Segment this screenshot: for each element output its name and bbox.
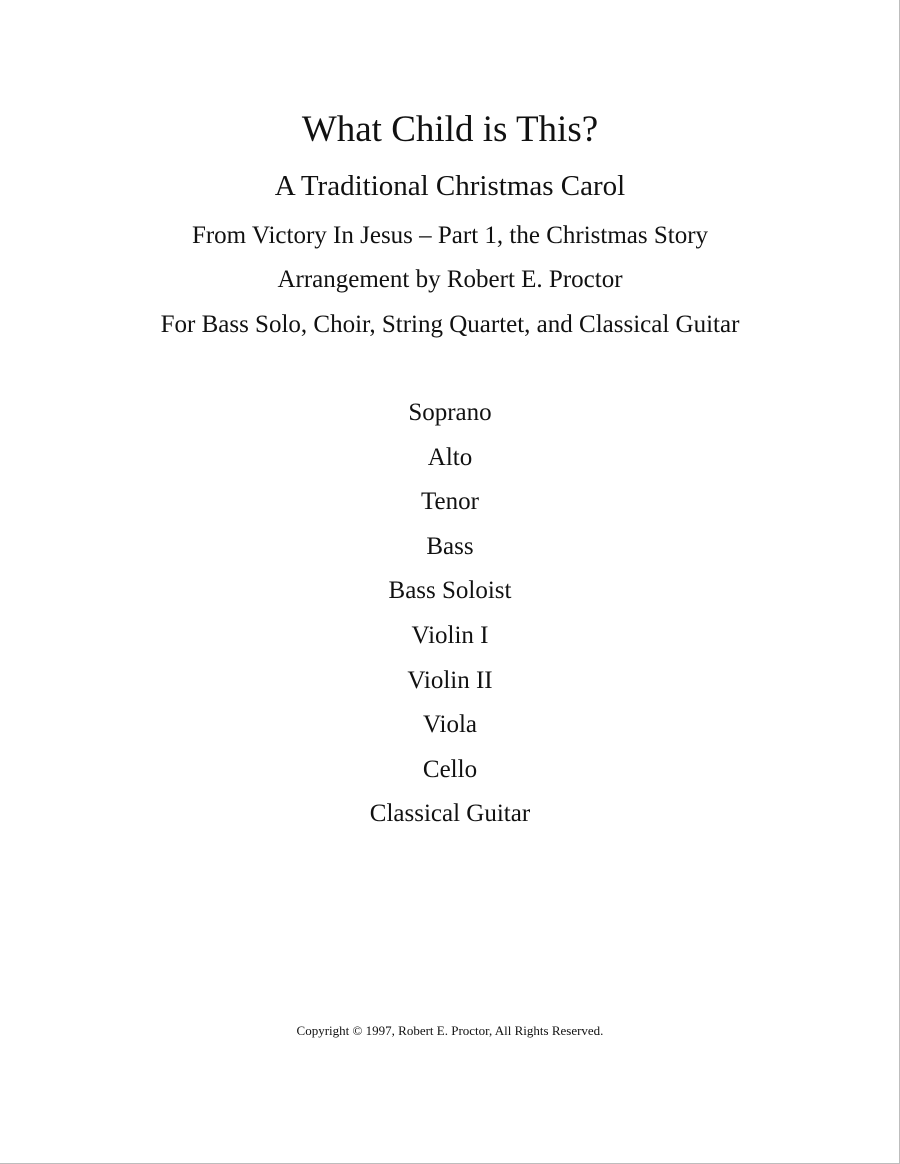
part-item-tenor: Tenor [421, 488, 479, 516]
parts-list [0, 395, 900, 841]
part-item-alto: Alto [427, 443, 473, 471]
page-subtitle: A Traditional Christmas Carol [274, 170, 626, 202]
arranger-line: Arrangement by Robert E. Proctor [277, 266, 623, 293]
part-item-classical-guitar: Classical Guitar [369, 800, 531, 828]
source-line: From Victory In Jesus – Part 1, the Christmas Story [191, 222, 709, 249]
copyright-notice: Copyright © 1997, Robert E. Proctor, All Rights Reserved. [296, 1023, 604, 1038]
part-item-bass-soloist: Bass Soloist [388, 577, 512, 605]
instrumentation-line: For Bass Solo, Choir, String Quartet, and Classical Guitar [160, 311, 740, 338]
part-item-soprano: Soprano [408, 399, 492, 426]
page-title: What Child is This? [301, 109, 599, 150]
part-item-cello: Cello [422, 755, 478, 783]
part-item-viola: Viola [422, 711, 478, 739]
part-item-bass: Bass [426, 532, 474, 560]
part-item-violin-2: Violin II [407, 666, 493, 694]
part-item-violin-1: Violin I [411, 621, 489, 649]
